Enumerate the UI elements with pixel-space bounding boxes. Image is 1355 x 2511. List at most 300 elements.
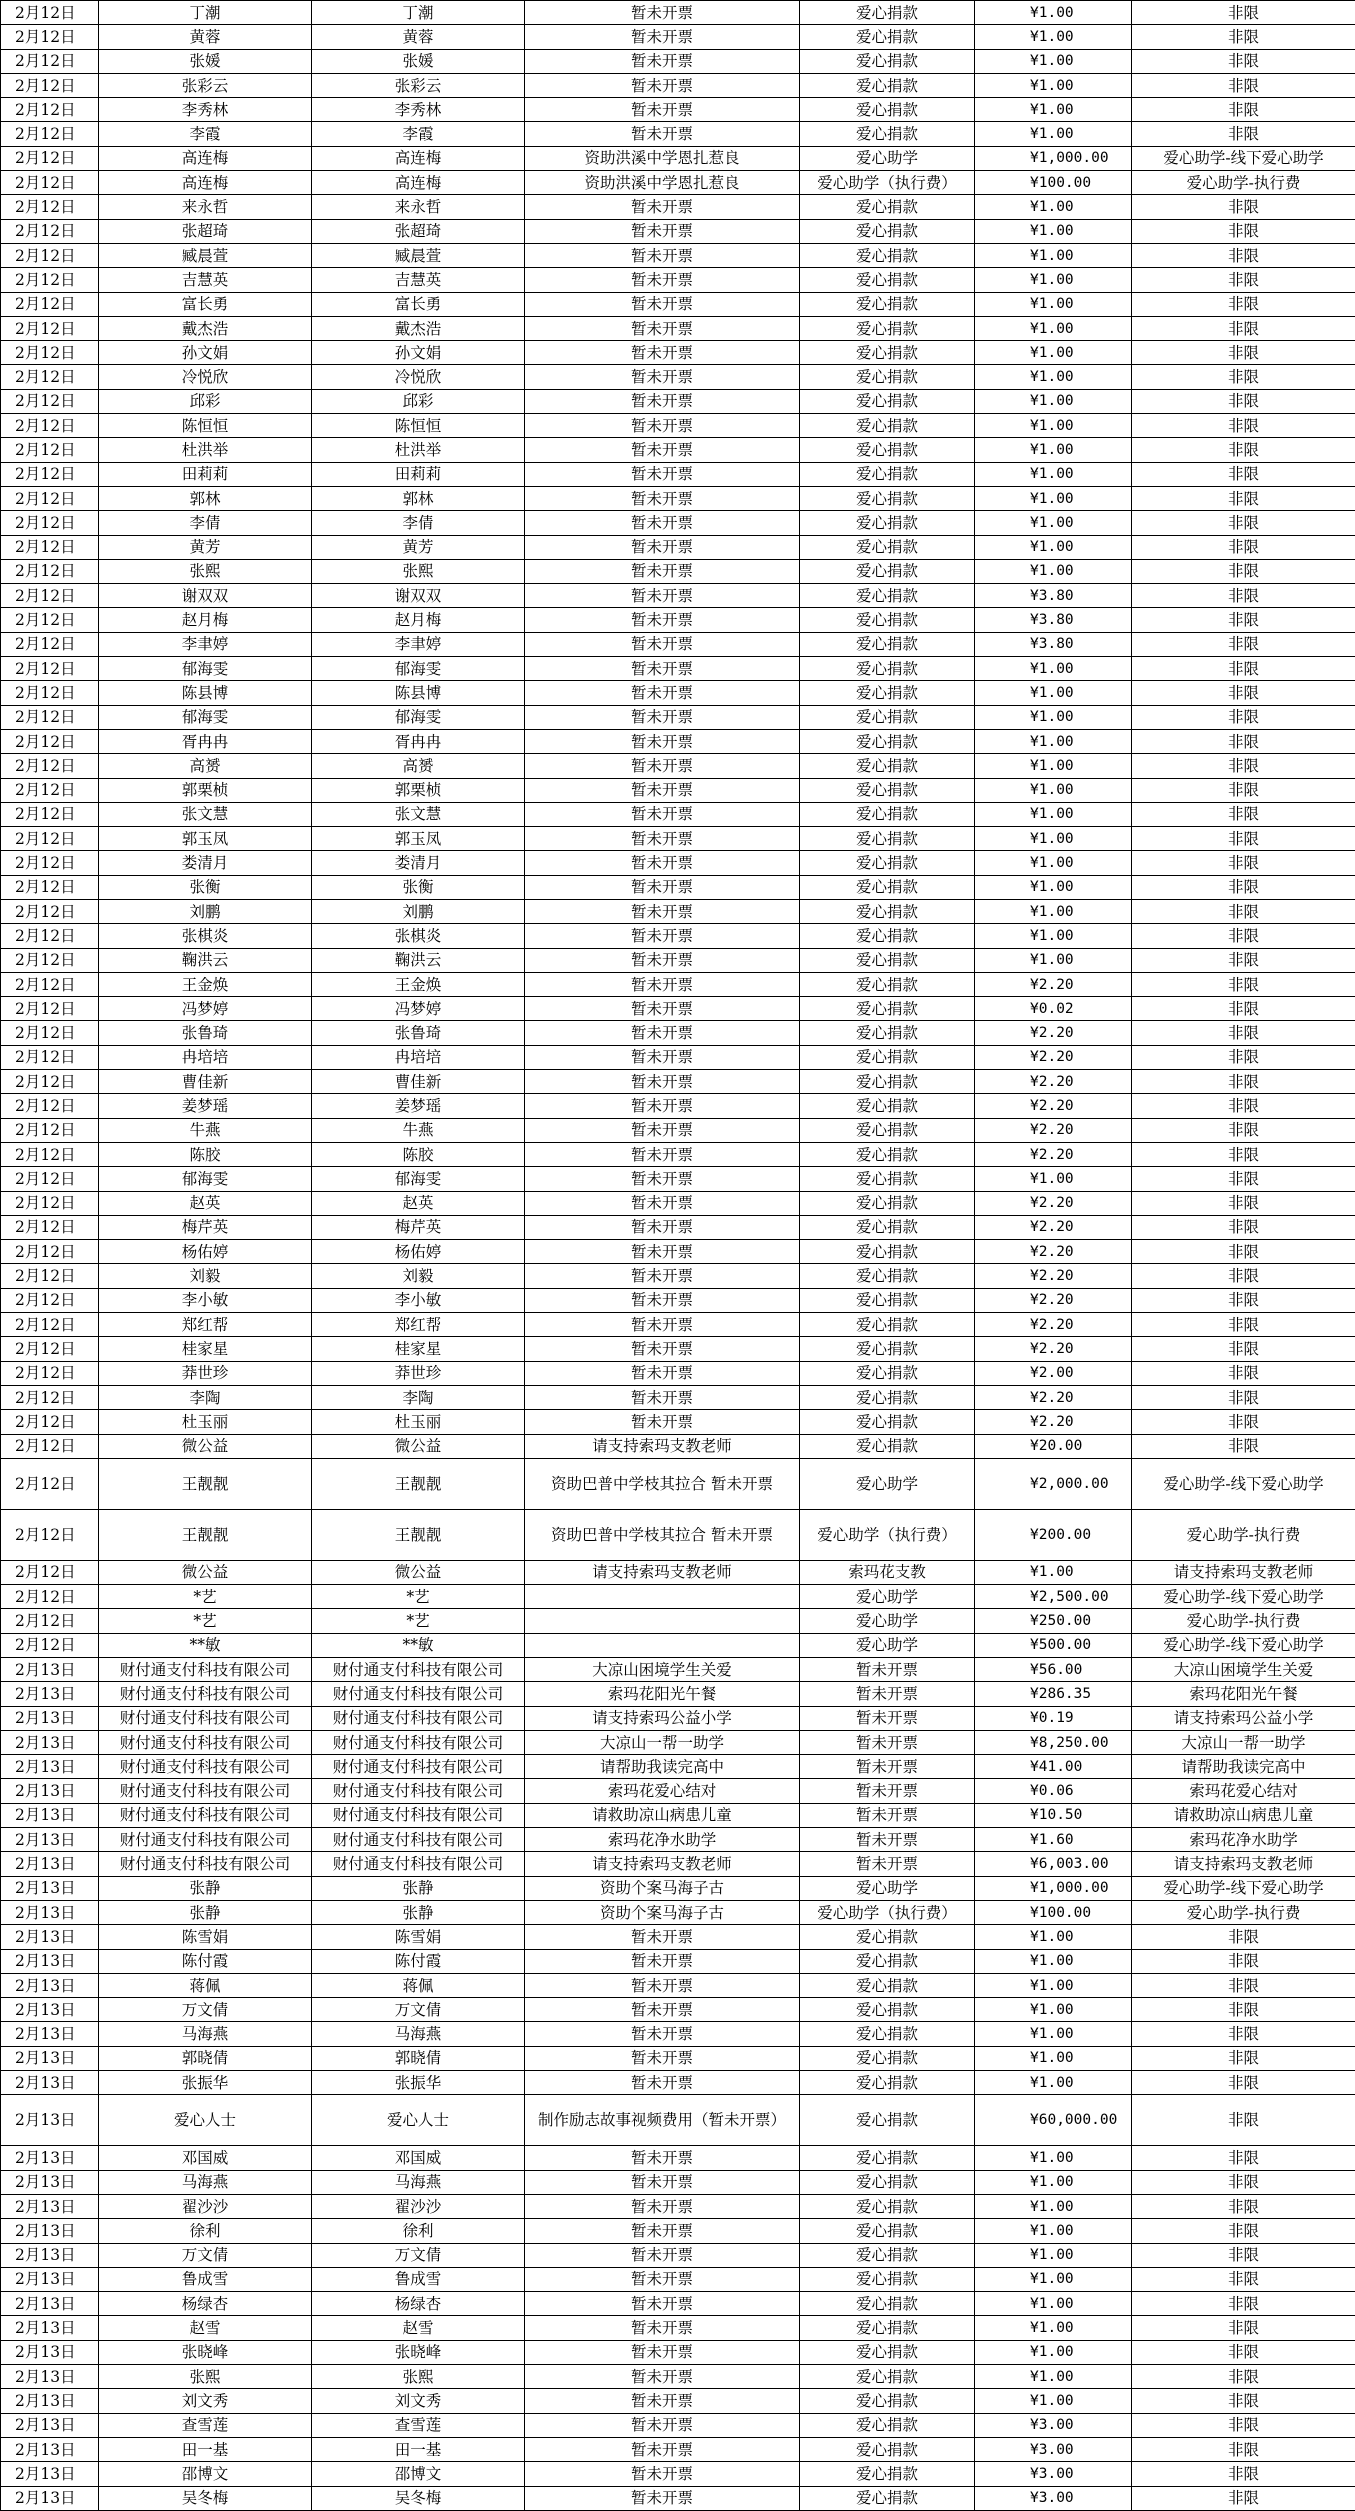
category-cell: 爱心捐款 [800, 49, 975, 73]
invoice-note-cell: 暂未开票 [525, 1045, 800, 1069]
category-cell: 爱心捐款 [800, 924, 975, 948]
table-row [1, 1973, 1355, 1997]
amount-cell: ¥1.00 [975, 2365, 1132, 2389]
amount-cell: ¥1.00 [975, 462, 1132, 486]
invoice-note-cell: 暂未开票 [525, 705, 800, 729]
fund-restriction-cell: 非限 [1132, 2170, 1355, 2194]
donor-name-cell: 刘毅 [99, 1264, 312, 1288]
category-cell: 爱心捐款 [800, 341, 975, 365]
fund-restriction-cell: 非限 [1132, 972, 1355, 996]
invoice-note-cell: 暂未开票 [525, 25, 800, 49]
fund-restriction-cell: 请帮助我读完高中 [1132, 1755, 1355, 1779]
invoice-note-cell: 暂未开票 [525, 462, 800, 486]
donor-name-cell: 黄芳 [99, 535, 312, 559]
table-row [1, 2316, 1355, 2340]
fund-restriction-cell: 索玛花爱心结对 [1132, 1779, 1355, 1803]
donor-name-cell: 财付通支付科技有限公司 [99, 1730, 312, 1754]
fund-restriction-cell: 爱心助学-线下爱心助学 [1132, 1876, 1355, 1900]
date-cell: 2月12日 [1, 827, 99, 851]
donor-name-cell: 陈县博 [99, 681, 312, 705]
fund-restriction-cell: 索玛花阳光午餐 [1132, 1682, 1355, 1706]
category-cell: 爱心捐款 [800, 2292, 975, 2316]
donor-name-cell: 郭栗桢 [99, 778, 312, 802]
category-cell: 暂未开票 [800, 1682, 975, 1706]
amount-cell: ¥1.00 [975, 122, 1132, 146]
payer-name-cell: 财付通支付科技有限公司 [312, 1828, 525, 1852]
date-cell: 2月12日 [1, 438, 99, 462]
table-row [1, 632, 1355, 656]
fund-restriction-cell: 非限 [1132, 1045, 1355, 1069]
category-cell: 爱心捐款 [800, 2071, 975, 2095]
payer-name-cell: 翟沙沙 [312, 2194, 525, 2218]
category-cell: 爱心捐款 [800, 1361, 975, 1385]
fund-restriction-cell: 索玛花净水助学 [1132, 1828, 1355, 1852]
amount-cell: ¥1.60 [975, 1828, 1132, 1852]
invoice-note-cell: 暂未开票 [525, 2267, 800, 2291]
category-cell: 爱心捐款 [800, 122, 975, 146]
donor-name-cell: 杨绿杏 [99, 2292, 312, 2316]
donor-name-cell: 张鲁琦 [99, 1021, 312, 1045]
donor-name-cell: 万文倩 [99, 2243, 312, 2267]
table-row [1, 2437, 1355, 2461]
category-cell: 爱心捐款 [800, 827, 975, 851]
invoice-note-cell: 请支持索玛支教老师 [525, 1560, 800, 1584]
date-cell: 2月12日 [1, 1585, 99, 1609]
donor-name-cell: 郭林 [99, 486, 312, 510]
category-cell: 爱心捐款 [800, 2022, 975, 2046]
amount-cell: ¥250.00 [975, 1609, 1132, 1633]
payer-name-cell: 财付通支付科技有限公司 [312, 1755, 525, 1779]
table-row [1, 778, 1355, 802]
date-cell: 2月12日 [1, 1191, 99, 1215]
category-cell: 暂未开票 [800, 1755, 975, 1779]
payer-name-cell: 邱彩 [312, 389, 525, 413]
category-cell: 爱心捐款 [800, 389, 975, 413]
invoice-note-cell: 暂未开票 [525, 268, 800, 292]
donor-name-cell: 桂家星 [99, 1337, 312, 1361]
amount-cell: ¥1.00 [975, 316, 1132, 340]
fund-restriction-cell: 非限 [1132, 1240, 1355, 1264]
donor-name-cell: 张振华 [99, 2071, 312, 2095]
amount-cell: ¥1.00 [975, 2292, 1132, 2316]
payer-name-cell: 财付通支付科技有限公司 [312, 1852, 525, 1876]
amount-cell: ¥1,000.00 [975, 146, 1132, 170]
payer-name-cell: 王靓靓 [312, 1509, 525, 1560]
donor-name-cell: 微公益 [99, 1560, 312, 1584]
donor-name-cell: 郁海雯 [99, 705, 312, 729]
date-cell: 2月13日 [1, 1706, 99, 1730]
amount-cell: ¥1.00 [975, 729, 1132, 753]
date-cell: 2月13日 [1, 2219, 99, 2243]
amount-cell: ¥1.00 [975, 511, 1132, 535]
category-cell: 爱心捐款 [800, 243, 975, 267]
invoice-note-cell: 暂未开票 [525, 924, 800, 948]
table-row [1, 1876, 1355, 1900]
payer-name-cell: 张静 [312, 1900, 525, 1924]
invoice-note-cell: 暂未开票 [525, 365, 800, 389]
invoice-note-cell: 暂未开票 [525, 1925, 800, 1949]
donor-name-cell: 杨佑婷 [99, 1240, 312, 1264]
donor-name-cell: 李小敏 [99, 1288, 312, 1312]
table-row [1, 2486, 1355, 2510]
category-cell: 暂未开票 [800, 1730, 975, 1754]
table-row [1, 49, 1355, 73]
fund-restriction-cell: 非限 [1132, 73, 1355, 97]
table-row [1, 268, 1355, 292]
invoice-note-cell: 暂未开票 [525, 2413, 800, 2437]
category-cell: 爱心捐款 [800, 1410, 975, 1434]
date-cell: 2月12日 [1, 1021, 99, 1045]
fund-restriction-cell: 非限 [1132, 486, 1355, 510]
invoice-note-cell: 暂未开票 [525, 899, 800, 923]
fund-restriction-cell: 非限 [1132, 1191, 1355, 1215]
payer-name-cell: 陈胶 [312, 1142, 525, 1166]
amount-cell: ¥0.19 [975, 1706, 1132, 1730]
category-cell: 爱心捐款 [800, 778, 975, 802]
donor-name-cell: 马海燕 [99, 2170, 312, 2194]
amount-cell: ¥1.00 [975, 195, 1132, 219]
date-cell: 2月12日 [1, 657, 99, 681]
category-cell: 爱心捐款 [800, 1215, 975, 1239]
invoice-note-cell: 暂未开票 [525, 2194, 800, 2218]
payer-name-cell: 孙文娟 [312, 341, 525, 365]
date-cell: 2月12日 [1, 1458, 99, 1509]
fund-restriction-cell: 非限 [1132, 2219, 1355, 2243]
payer-name-cell: 赵雪 [312, 2316, 525, 2340]
date-cell: 2月12日 [1, 948, 99, 972]
amount-cell: ¥56.00 [975, 1658, 1132, 1682]
amount-cell: ¥41.00 [975, 1755, 1132, 1779]
fund-restriction-cell: 非限 [1132, 2095, 1355, 2146]
donor-name-cell: 刘文秀 [99, 2389, 312, 2413]
donor-name-cell: *艺 [99, 1585, 312, 1609]
category-cell: 爱心捐款 [800, 98, 975, 122]
payer-name-cell: 财付通支付科技有限公司 [312, 1682, 525, 1706]
donor-name-cell: 王靓靓 [99, 1509, 312, 1560]
donor-name-cell: 郭玉凤 [99, 827, 312, 851]
table-row [1, 1803, 1355, 1827]
invoice-note-cell: 暂未开票 [525, 875, 800, 899]
donor-name-cell: 陈恒恒 [99, 414, 312, 438]
payer-name-cell: **敏 [312, 1633, 525, 1657]
payer-name-cell: 陈恒恒 [312, 414, 525, 438]
table-row [1, 1021, 1355, 1045]
fund-restriction-cell: 大凉山困境学生关爱 [1132, 1658, 1355, 1682]
category-cell: 爱心捐款 [800, 2146, 975, 2170]
table-row [1, 1, 1355, 25]
invoice-note-cell: 暂未开票 [525, 219, 800, 243]
donor-name-cell: 郁海雯 [99, 1167, 312, 1191]
amount-cell: ¥2.20 [975, 1215, 1132, 1239]
fund-restriction-cell: 非限 [1132, 1385, 1355, 1409]
category-cell: 暂未开票 [800, 1658, 975, 1682]
payer-name-cell: 张振华 [312, 2071, 525, 2095]
payer-name-cell: 张静 [312, 1876, 525, 1900]
amount-cell: ¥3.80 [975, 584, 1132, 608]
payer-name-cell: 赵月梅 [312, 608, 525, 632]
fund-restriction-cell: 爱心助学-线下爱心助学 [1132, 1633, 1355, 1657]
payer-name-cell: 冯梦婷 [312, 997, 525, 1021]
payer-name-cell: 郁海雯 [312, 1167, 525, 1191]
category-cell: 爱心捐款 [800, 414, 975, 438]
table-row [1, 2462, 1355, 2486]
fund-restriction-cell: 非限 [1132, 2486, 1355, 2510]
fund-restriction-cell: 非限 [1132, 1288, 1355, 1312]
donor-name-cell: 娄清月 [99, 851, 312, 875]
category-cell: 爱心捐款 [800, 535, 975, 559]
category-cell: 爱心捐款 [800, 1337, 975, 1361]
date-cell: 2月12日 [1, 365, 99, 389]
payer-name-cell: 曹佳新 [312, 1070, 525, 1094]
fund-restriction-cell: 非限 [1132, 1094, 1355, 1118]
table-row [1, 1094, 1355, 1118]
invoice-note-cell: 暂未开票 [525, 414, 800, 438]
donor-name-cell: 张晓峰 [99, 2340, 312, 2364]
date-cell: 2月12日 [1, 1215, 99, 1239]
table-row [1, 972, 1355, 996]
donor-name-cell: 黄蓉 [99, 25, 312, 49]
category-cell: 爱心捐款 [800, 1264, 975, 1288]
amount-cell: ¥286.35 [975, 1682, 1132, 1706]
amount-cell: ¥1.00 [975, 49, 1132, 73]
donor-name-cell: 陈胶 [99, 1142, 312, 1166]
payer-name-cell: 张超琦 [312, 219, 525, 243]
fund-restriction-cell: 非限 [1132, 2389, 1355, 2413]
invoice-note-cell: 暂未开票 [525, 1410, 800, 1434]
table-row [1, 827, 1355, 851]
category-cell: 爱心捐款 [800, 1142, 975, 1166]
date-cell: 2月12日 [1, 414, 99, 438]
donor-name-cell: 徐利 [99, 2219, 312, 2243]
payer-name-cell: 刘毅 [312, 1264, 525, 1288]
category-cell: 爱心捐款 [800, 365, 975, 389]
amount-cell: ¥1.00 [975, 2046, 1132, 2070]
donor-name-cell: 杜玉丽 [99, 1410, 312, 1434]
fund-restriction-cell: 非限 [1132, 1998, 1355, 2022]
fund-restriction-cell: 非限 [1132, 2267, 1355, 2291]
invoice-note-cell: 暂未开票 [525, 98, 800, 122]
donor-name-cell: 吴冬梅 [99, 2486, 312, 2510]
donor-name-cell: 财付通支付科技有限公司 [99, 1682, 312, 1706]
payer-name-cell: 李陶 [312, 1385, 525, 1409]
date-cell: 2月12日 [1, 1288, 99, 1312]
table-row [1, 1215, 1355, 1239]
table-row [1, 486, 1355, 510]
category-cell: 爱心捐款 [800, 1167, 975, 1191]
date-cell: 2月12日 [1, 997, 99, 1021]
amount-cell: ¥1.00 [975, 535, 1132, 559]
amount-cell: ¥1.00 [975, 365, 1132, 389]
payer-name-cell: 丁潮 [312, 1, 525, 25]
fund-restriction-cell: 非限 [1132, 1949, 1355, 1973]
date-cell: 2月12日 [1, 1167, 99, 1191]
payer-name-cell: 来永哲 [312, 195, 525, 219]
payer-name-cell: 戴杰浩 [312, 316, 525, 340]
date-cell: 2月12日 [1, 316, 99, 340]
fund-restriction-cell: 非限 [1132, 997, 1355, 1021]
date-cell: 2月12日 [1, 389, 99, 413]
invoice-note-cell: 暂未开票 [525, 2243, 800, 2267]
table-row [1, 1361, 1355, 1385]
amount-cell: ¥1.00 [975, 268, 1132, 292]
table-row [1, 1730, 1355, 1754]
category-cell: 爱心助学（执行费） [800, 171, 975, 195]
table-row [1, 2292, 1355, 2316]
date-cell: 2月12日 [1, 341, 99, 365]
category-cell: 爱心捐款 [800, 292, 975, 316]
category-cell: 爱心助学 [800, 1609, 975, 1633]
table-row [1, 1288, 1355, 1312]
table-row [1, 1509, 1355, 1560]
fund-restriction-cell: 非限 [1132, 851, 1355, 875]
table-row [1, 1755, 1355, 1779]
invoice-note-cell: 暂未开票 [525, 1167, 800, 1191]
payer-name-cell: 财付通支付科技有限公司 [312, 1658, 525, 1682]
date-cell: 2月12日 [1, 268, 99, 292]
payer-name-cell: 田莉莉 [312, 462, 525, 486]
fund-restriction-cell: 爱心助学-执行费 [1132, 1900, 1355, 1924]
donor-name-cell: *艺 [99, 1609, 312, 1633]
invoice-note-cell: 资助巴普中学枝其拉合 暂未开票 [525, 1458, 800, 1509]
fund-restriction-cell: 非限 [1132, 1337, 1355, 1361]
donor-name-cell: 张静 [99, 1900, 312, 1924]
table-row [1, 25, 1355, 49]
payer-name-cell: 富长勇 [312, 292, 525, 316]
donor-name-cell: 爱心人士 [99, 2095, 312, 2146]
invoice-note-cell: 暂未开票 [525, 584, 800, 608]
date-cell: 2月12日 [1, 875, 99, 899]
donor-name-cell: 财付通支付科技有限公司 [99, 1828, 312, 1852]
date-cell: 2月12日 [1, 559, 99, 583]
table-row [1, 1949, 1355, 1973]
date-cell: 2月13日 [1, 2046, 99, 2070]
date-cell: 2月12日 [1, 1045, 99, 1069]
donor-name-cell: 张静 [99, 1876, 312, 1900]
donor-name-cell: 马海燕 [99, 2022, 312, 2046]
fund-restriction-cell: 非限 [1132, 584, 1355, 608]
table-row [1, 462, 1355, 486]
fund-restriction-cell: 大凉山一帮一助学 [1132, 1730, 1355, 1754]
date-cell: 2月12日 [1, 25, 99, 49]
category-cell: 爱心捐款 [800, 1949, 975, 1973]
payer-name-cell: 莽世珍 [312, 1361, 525, 1385]
fund-restriction-cell: 非限 [1132, 462, 1355, 486]
date-cell: 2月12日 [1, 1509, 99, 1560]
fund-restriction-cell: 非限 [1132, 2292, 1355, 2316]
payer-name-cell: 财付通支付科技有限公司 [312, 1730, 525, 1754]
amount-cell: ¥3.80 [975, 608, 1132, 632]
donor-name-cell: **敏 [99, 1633, 312, 1657]
invoice-note-cell: 暂未开票 [525, 729, 800, 753]
date-cell: 2月12日 [1, 98, 99, 122]
payer-name-cell: *艺 [312, 1585, 525, 1609]
amount-cell: ¥1.00 [975, 25, 1132, 49]
donor-name-cell: 张超琦 [99, 219, 312, 243]
category-cell: 暂未开票 [800, 1706, 975, 1730]
fund-restriction-cell: 非限 [1132, 2071, 1355, 2095]
fund-restriction-cell: 非限 [1132, 1070, 1355, 1094]
date-cell: 2月12日 [1, 899, 99, 923]
amount-cell: ¥1.00 [975, 243, 1132, 267]
date-cell: 2月12日 [1, 924, 99, 948]
payer-name-cell: 邓国威 [312, 2146, 525, 2170]
donor-name-cell: 戴杰浩 [99, 316, 312, 340]
fund-restriction-cell: 非限 [1132, 341, 1355, 365]
payer-name-cell: 爱心人士 [312, 2095, 525, 2146]
category-cell: 爱心捐款 [800, 268, 975, 292]
payer-name-cell: 杨佑婷 [312, 1240, 525, 1264]
date-cell: 2月12日 [1, 1410, 99, 1434]
payer-name-cell: 吉慧英 [312, 268, 525, 292]
table-row [1, 1191, 1355, 1215]
category-cell: 爱心捐款 [800, 559, 975, 583]
date-cell: 2月12日 [1, 608, 99, 632]
invoice-note-cell: 暂未开票 [525, 49, 800, 73]
invoice-note-cell: 索玛花阳光午餐 [525, 1682, 800, 1706]
payer-name-cell: 李小敏 [312, 1288, 525, 1312]
amount-cell: ¥1.00 [975, 754, 1132, 778]
category-cell: 爱心捐款 [800, 1191, 975, 1215]
date-cell: 2月13日 [1, 2267, 99, 2291]
amount-cell: ¥1.00 [975, 73, 1132, 97]
table-row [1, 389, 1355, 413]
category-cell: 爱心捐款 [800, 2243, 975, 2267]
date-cell: 2月13日 [1, 2071, 99, 2095]
fund-restriction-cell: 非限 [1132, 292, 1355, 316]
fund-restriction-cell: 非限 [1132, 122, 1355, 146]
category-cell: 爱心捐款 [800, 1925, 975, 1949]
amount-cell: ¥2.20 [975, 1313, 1132, 1337]
donor-name-cell: 冯梦婷 [99, 997, 312, 1021]
amount-cell: ¥3.00 [975, 2486, 1132, 2510]
fund-restriction-cell: 非限 [1132, 1264, 1355, 1288]
category-cell: 爱心捐款 [800, 632, 975, 656]
category-cell: 爱心捐款 [800, 2046, 975, 2070]
invoice-note-cell: 暂未开票 [525, 681, 800, 705]
payer-name-cell: 赵英 [312, 1191, 525, 1215]
date-cell: 2月12日 [1, 292, 99, 316]
donor-name-cell: 臧晨萱 [99, 243, 312, 267]
amount-cell: ¥1.00 [975, 2146, 1132, 2170]
donor-name-cell: 高连梅 [99, 146, 312, 170]
table-row [1, 875, 1355, 899]
fund-restriction-cell: 非限 [1132, 657, 1355, 681]
date-cell: 2月12日 [1, 851, 99, 875]
payer-name-cell: 刘文秀 [312, 2389, 525, 2413]
date-cell: 2月12日 [1, 1560, 99, 1584]
table-row [1, 365, 1355, 389]
fund-restriction-cell: 非限 [1132, 924, 1355, 948]
amount-cell: ¥0.02 [975, 997, 1132, 1021]
category-cell: 爱心捐款 [800, 73, 975, 97]
donor-name-cell: 翟沙沙 [99, 2194, 312, 2218]
date-cell: 2月13日 [1, 2146, 99, 2170]
table-row [1, 243, 1355, 267]
date-cell: 2月12日 [1, 1070, 99, 1094]
fund-restriction-cell: 非限 [1132, 608, 1355, 632]
category-cell: 爱心捐款 [800, 1313, 975, 1337]
invoice-note-cell: 暂未开票 [525, 1361, 800, 1385]
fund-restriction-cell: 非限 [1132, 511, 1355, 535]
amount-cell: ¥1.00 [975, 1925, 1132, 1949]
table-row [1, 1410, 1355, 1434]
invoice-note-cell: 暂未开票 [525, 1337, 800, 1361]
date-cell: 2月13日 [1, 1779, 99, 1803]
payer-name-cell: 万文倩 [312, 2243, 525, 2267]
invoice-note-cell: 暂未开票 [525, 2219, 800, 2243]
amount-cell: ¥8,250.00 [975, 1730, 1132, 1754]
table-row [1, 171, 1355, 195]
